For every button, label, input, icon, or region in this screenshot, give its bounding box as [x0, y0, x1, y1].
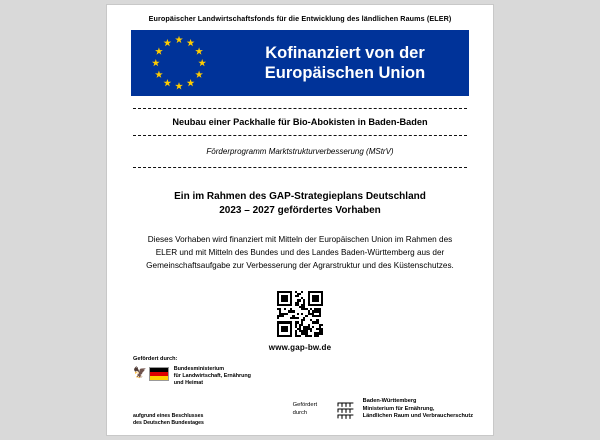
german-flag-icon: [149, 367, 169, 381]
bw-line2: Ministerium für Ernährung,: [362, 405, 435, 412]
bundestag-note-line1: aufgrund eines Beschlusses: [133, 412, 204, 419]
bw-line1: Baden-Württemberg: [362, 398, 417, 405]
funder-state-block: [293, 398, 473, 421]
funder-left-label: Gefördert durch:: [133, 355, 178, 362]
program-line: Förderprogramm Marktstrukturverbesserung (MStrV): [206, 146, 394, 156]
poster-document: [106, 4, 494, 436]
bmel-line3: und Heimat: [173, 379, 204, 386]
bundestag-note: [133, 413, 204, 427]
eu-flag-icon: [131, 30, 227, 96]
bmel-line2: für Landwirtschaft, Ernährung: [173, 372, 251, 379]
qr-url-label: www.gap-bw.de: [268, 342, 332, 352]
federal-eagle-glyph: 🦅: [133, 367, 147, 380]
german-flag-eagle-icon: [133, 366, 169, 381]
gap-headline-line1: Ein im Rahmen des GAP-Strategieplans Deutschland: [174, 190, 426, 202]
baden-wuerttemberg-logo: [336, 398, 473, 421]
eu-banner-text: [227, 43, 469, 83]
project-title: Neubau einer Packhalle für Bio-Abokisten in Baden-Baden: [172, 116, 428, 127]
divider-bottom: [133, 167, 467, 168]
gap-headline-line2: 2023 – 2027 gefördertes Vorhaben: [219, 205, 381, 217]
bmel-text: [174, 366, 251, 387]
eu-banner-line1: Kofinanziert von der: [265, 43, 425, 62]
bw-line3: Ländlichen Raum und Verbraucherschutz: [362, 413, 473, 420]
gap-headline: [147, 190, 453, 219]
qr-code-icon[interactable]: [277, 291, 323, 337]
funder-right-label: [293, 402, 329, 418]
funder-right-label-line2: durch: [292, 409, 308, 416]
eu-funding-banner: [131, 30, 469, 96]
body-paragraph: Dieses Vorhaben wird finanziert mit Mitteln der Europäischen Union im Rahmen des ELER und mit Mitteln des Bundes und des Landes Baden-Württemberg aus der Gemeinschaftsaufgabe zur Verbesserung der Agrarstruktur und des Küstenschutzes.: [146, 234, 454, 271]
funder-federal-block: [133, 356, 303, 387]
eler-header-line: Europäischer Landwirtschaftsfonds für die Entwicklung des ländlichen Raums (ELER): [148, 14, 452, 23]
bundestag-note-line2: des Deutschen Bundestages: [133, 419, 204, 426]
bmel-line1: Bundesministerium: [173, 365, 225, 372]
eu-banner-line2: Europäischen Union: [264, 63, 426, 82]
baden-wuerttemberg-text: [363, 398, 473, 421]
qr-block: [107, 291, 493, 352]
baden-wuerttemberg-antlers-icon: [336, 399, 358, 421]
funder-right-label-line1: Gefördert: [292, 401, 318, 408]
bmel-logo: [133, 366, 303, 387]
project-info-block: [133, 108, 467, 168]
footer-funders: [107, 352, 493, 435]
